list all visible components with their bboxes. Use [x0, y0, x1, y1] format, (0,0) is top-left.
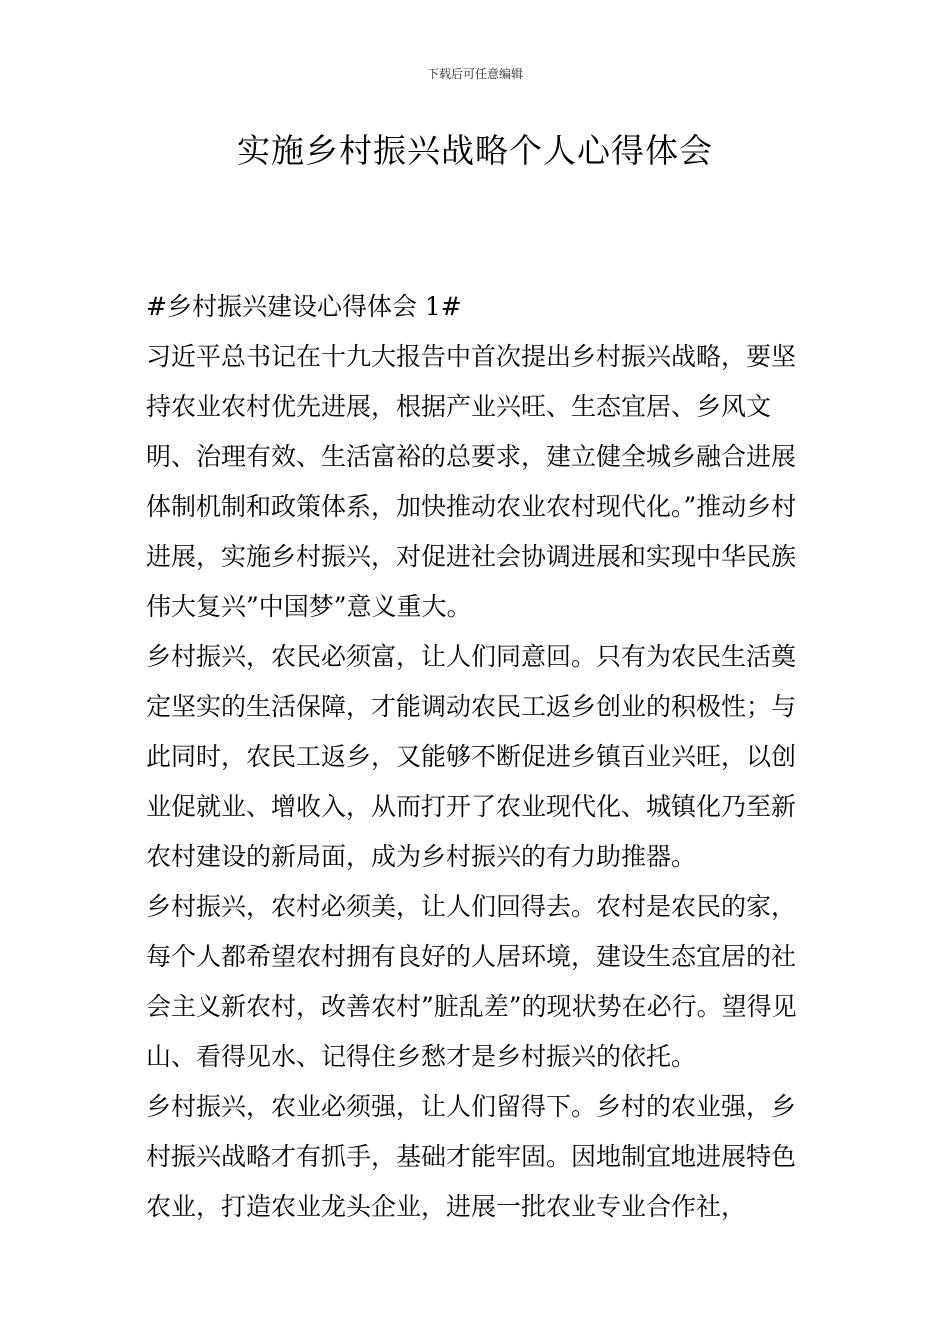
paragraph-4: 乡村振兴，农业必须强，让人们留得下。乡村的农业强，乡村振兴战略才有抓手，基础才能牢固。因地制宜地进展特色农业，打造农业龙头企业，进展一批农业专业合作社， — [146, 1092, 797, 1221]
document-body — [146, 282, 816, 1232]
paragraph-3: 乡村振兴，农村必须美，让人们回得去。农村是农民的家，每个人都希望农村拥有良好的人居环境，建设生态宜居的社会主义新农村，改善农村”脏乱差”的现状势在必行。望得见山、看得见水、记得住乡愁才是乡村振兴的依托。 — [146, 892, 797, 1071]
paragraph-2: 乡村振兴，农民必须富，让人们同意回。只有为农民生活奠定坚实的生活保障，才能调动农民工返乡创业的积极性；与此同时，农民工返乡，又能够不断促进乡镇百业兴旺，以创业促就业、增收入，从而打开了农业现代化、城镇化乃至新农村建设的新局面，成为乡村振兴的有力助推器。 — [146, 642, 797, 871]
paragraph-1: 习近平总书记在十九大报告中首次提出乡村振兴战略，要坚持农业农村优先进展，根据产业兴旺、生态宜居、乡风文明、治理有效、生活富裕的总要求，建立健全城乡融合进展体制机制和政策体系，加快推动农业农村现代化。”推动乡村进展，实施乡村振兴，对促进社会协调进展和实现中华民族伟大复兴”中国梦”意义重大。 — [146, 342, 797, 621]
document-title: 实施乡村振兴战略个人心得体会 — [237, 131, 713, 170]
section-heading: #乡村振兴建设心得体会 1# — [146, 292, 462, 321]
header-note: 下载后可任意编辑 — [426, 67, 523, 81]
